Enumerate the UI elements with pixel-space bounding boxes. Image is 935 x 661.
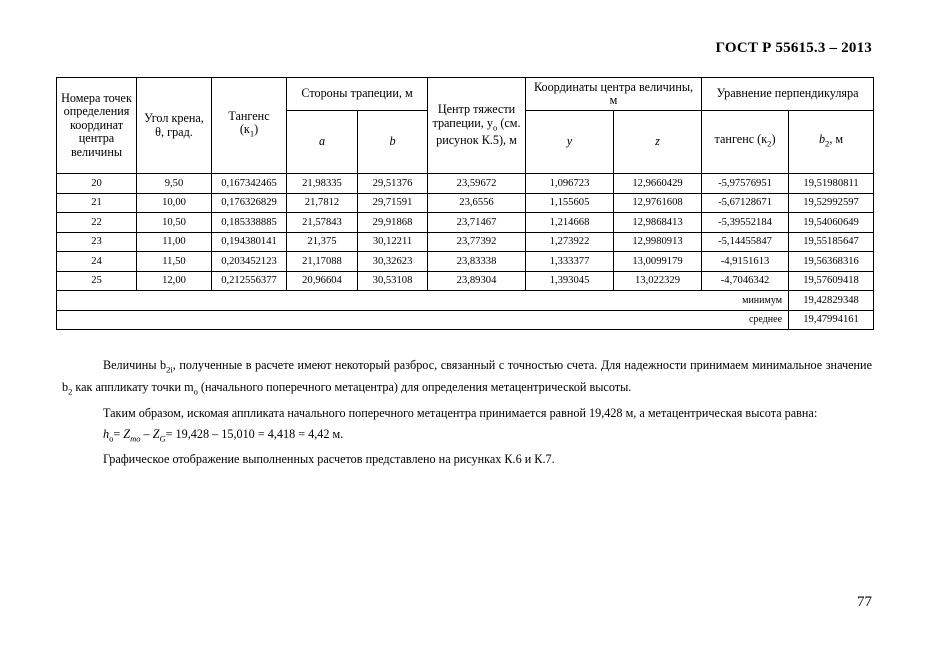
- table-cell: 20: [57, 174, 137, 194]
- table-row: [57, 174, 874, 194]
- table-cell: 25: [57, 271, 137, 291]
- table-cell: -5,97576951: [702, 174, 789, 194]
- table-cell: -5,14455847: [702, 232, 789, 252]
- table-cell: 19,55185647: [789, 232, 874, 252]
- header-tangent-k2: тангенс $(к_2)$: [702, 111, 789, 174]
- table-cell: 21,98335: [287, 174, 358, 194]
- summary-label: минимум: [57, 291, 789, 311]
- table-cell: 0,176326829: [212, 193, 287, 213]
- table-cell: 30,32623: [358, 252, 428, 272]
- header-angle: Угол крена, θ, град.: [137, 78, 212, 174]
- standard-code: ГОСТ Р 55615.3 – 2013: [715, 40, 872, 56]
- table-cell: 0,185338885: [212, 213, 287, 233]
- table-row: [57, 213, 874, 233]
- table-cell: 30,12211: [358, 232, 428, 252]
- table-cell: 23,89304: [428, 271, 526, 291]
- body-text: [62, 356, 872, 468]
- table-cell: 21,7812: [287, 193, 358, 213]
- summary-label: среднее: [57, 310, 789, 330]
- header-perpendicular: Уравнение перпендикуляра: [702, 78, 874, 111]
- header-tangent: Тангенс $(к_1)$: [212, 78, 287, 174]
- table-cell: 1,155605: [526, 193, 614, 213]
- header-coord-y: y: [526, 111, 614, 174]
- table-cell: 30,53108: [358, 271, 428, 291]
- table-cell: 23,83338: [428, 252, 526, 272]
- page-number: 77: [857, 594, 872, 610]
- table-cell: -4,7046342: [702, 271, 789, 291]
- table-cell: 12,9980913: [614, 232, 702, 252]
- table-cell: 1,273922: [526, 232, 614, 252]
- table-cell: 19,51980811: [789, 174, 874, 194]
- table-cell: 20,96604: [287, 271, 358, 291]
- table-cell: 9,50: [137, 174, 212, 194]
- summary-row: [57, 310, 874, 330]
- header-side-b: b: [358, 111, 428, 174]
- table-cell: 21,17088: [287, 252, 358, 272]
- table-cell: 10,50: [137, 213, 212, 233]
- table-cell: 10,00: [137, 193, 212, 213]
- summary-row: [57, 291, 874, 311]
- table-cell: 23,6556: [428, 193, 526, 213]
- header-gravity-center: Центр тяжести трапеции, $y_o$ (см. рисунок К.5), м: [428, 78, 526, 174]
- table-cell: 1,333377: [526, 252, 614, 272]
- paragraph-values: Величины $b_{2i}$, полученные в расчете имеют некоторый разброс, связанный с точностью счета. Для надежности принимаем минимальное значение $b_2$ как аппликату точки $m_o$ (начального поперечного метацентра) для определения метацентрической высоты.: [62, 358, 872, 397]
- header-coord-z: z: [614, 111, 702, 174]
- table-cell: 19,52992597: [789, 193, 874, 213]
- table-cell: 0,203452123: [212, 252, 287, 272]
- table-cell: 29,51376: [358, 174, 428, 194]
- table-cell: 23: [57, 232, 137, 252]
- table-cell: -4,9151613: [702, 252, 789, 272]
- table-cell: 24: [57, 252, 137, 272]
- table-cell: 12,9761608: [614, 193, 702, 213]
- table-cell: 11,50: [137, 252, 212, 272]
- table-cell: 1,096723: [526, 174, 614, 194]
- table-cell: 29,91868: [358, 213, 428, 233]
- table-cell: 23,77392: [428, 232, 526, 252]
- table-cell: 29,71591: [358, 193, 428, 213]
- table-row: [57, 193, 874, 213]
- formula: $h_o= Z_{mo} - Z_G= 19,428 - 15,010 = 4,418 = 4,42$ м.: [103, 426, 344, 444]
- table-cell: 0,194380141: [212, 232, 287, 252]
- table-cell: 23,59672: [428, 174, 526, 194]
- header-points: Номера точек определения координат центра величины: [57, 78, 137, 174]
- header-trapezoid-sides: Стороны трапеции, м: [287, 78, 428, 111]
- summary-value: 19,42829348: [789, 291, 874, 311]
- table-cell: 11,00: [137, 232, 212, 252]
- table-cell: -5,39552184: [702, 213, 789, 233]
- table-row: [57, 271, 874, 291]
- table-cell: 12,9868413: [614, 213, 702, 233]
- table-cell: 21,375: [287, 232, 358, 252]
- table-row: [57, 232, 874, 252]
- table-cell: 1,214668: [526, 213, 614, 233]
- table-cell: -5,67128671: [702, 193, 789, 213]
- table-cell: 21: [57, 193, 137, 213]
- table-cell: 0,212556377: [212, 271, 287, 291]
- table-cell: 19,56368316: [789, 252, 874, 272]
- table-cell: 19,57609418: [789, 271, 874, 291]
- summary-value: 19,47994161: [789, 310, 874, 330]
- table-cell: 13,022329: [614, 271, 702, 291]
- table-cell: 1,393045: [526, 271, 614, 291]
- paragraph-figures: Графическое отображение выполненных расчетов представлено на рисунках К.6 и К.7.: [103, 452, 555, 467]
- table-cell: 21,57843: [287, 213, 358, 233]
- table-cell: 0,167342465: [212, 174, 287, 194]
- table-cell: 12,00: [137, 271, 212, 291]
- table-row: [57, 252, 874, 272]
- table-cell: 12,9660429: [614, 174, 702, 194]
- table-cell: 19,54060649: [789, 213, 874, 233]
- header-side-a: a: [287, 111, 358, 174]
- paragraph-conclusion: Таким образом, искомая аппликата начального поперечного метацентра принимается равной 19,428 м, а метацентрическая высота равна:: [103, 405, 818, 420]
- table-cell: 23,71467: [428, 213, 526, 233]
- table-cell: 13,0099179: [614, 252, 702, 272]
- calculation-table: [56, 77, 874, 330]
- header-b2: $b_2$, м: [789, 111, 874, 174]
- table-cell: 22: [57, 213, 137, 233]
- header-buoyancy-center: Координаты центра величины, м: [526, 78, 702, 111]
